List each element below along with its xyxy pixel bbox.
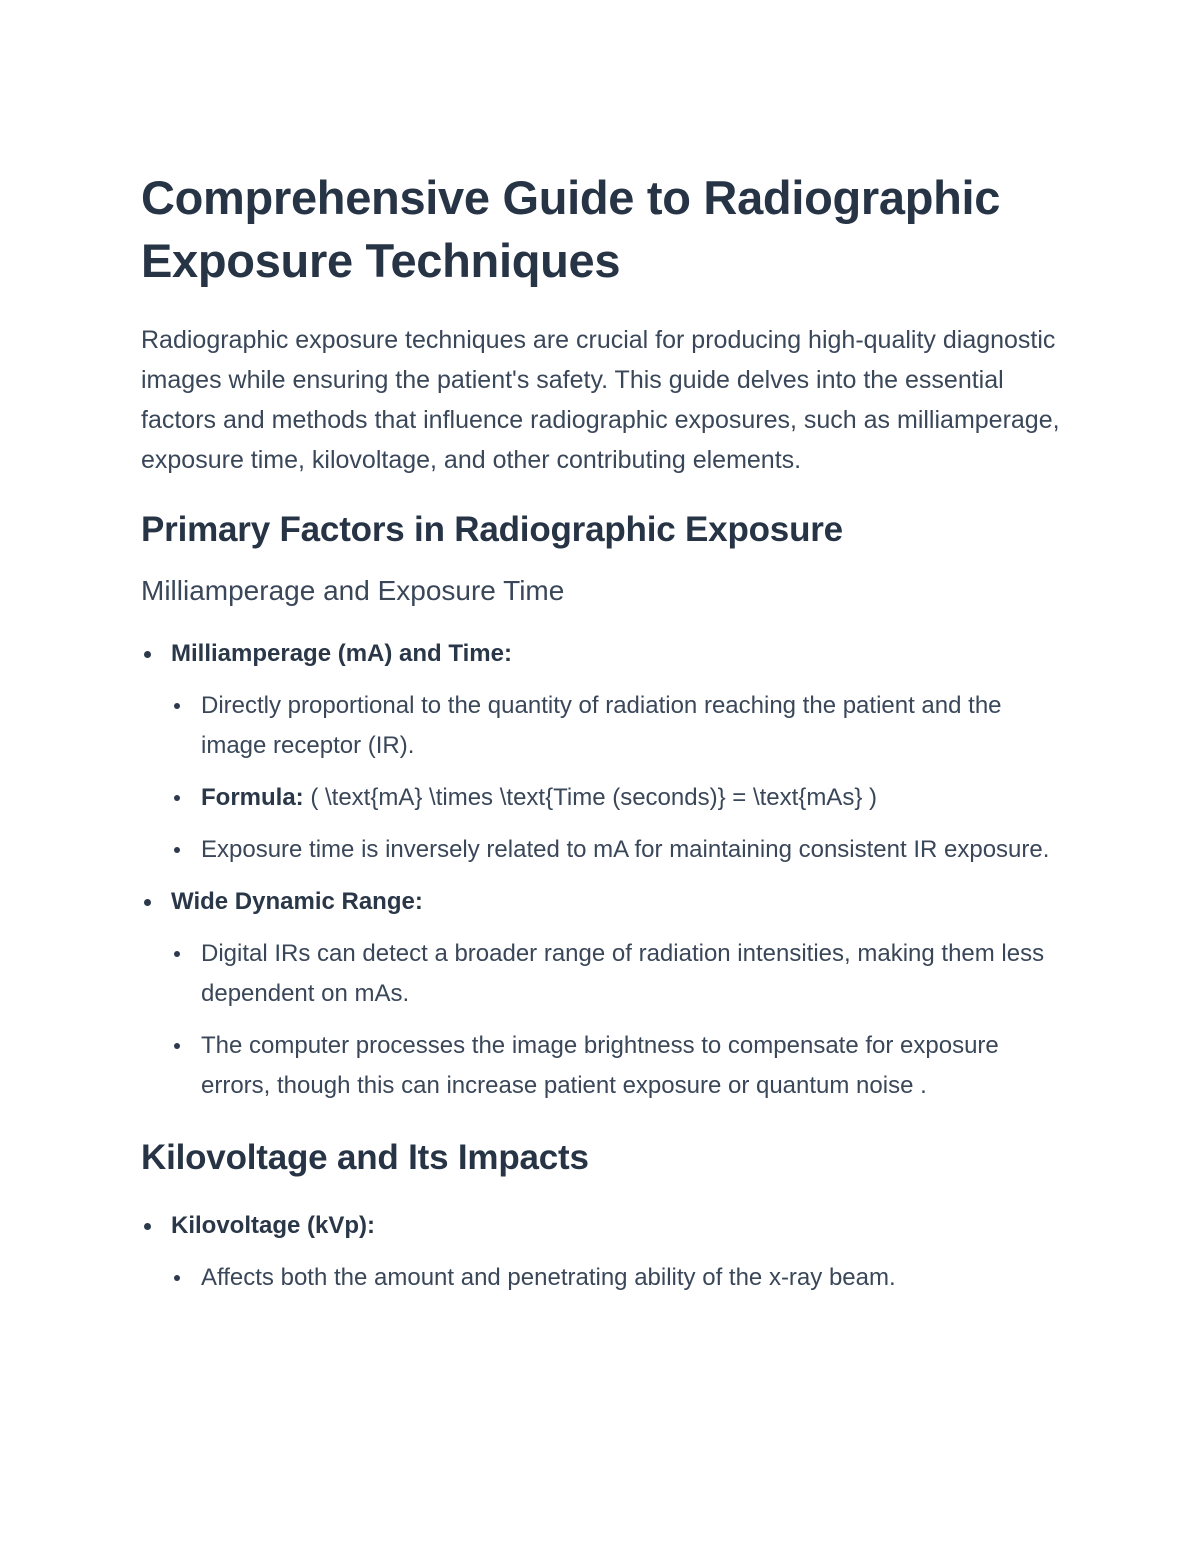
section-heading-kilovoltage: Kilovoltage and Its Impacts (141, 1138, 589, 1177)
document-page (141, 166, 1061, 1310)
sub-list-item (171, 1026, 1061, 1106)
list-item-lead: Milliamperage (mA) and Time: (171, 640, 512, 667)
sub-item-bold: Formula: (201, 784, 304, 811)
kilovoltage-list (141, 1206, 1061, 1298)
sub-list (171, 1258, 1061, 1298)
list-item-lead: Wide Dynamic Range: (171, 888, 423, 915)
sub-list-item (171, 1258, 1061, 1298)
sub-list (171, 934, 1061, 1106)
sub-list-item (171, 830, 1061, 870)
list-item-milliamperage (141, 634, 1061, 870)
sub-list (171, 686, 1061, 870)
sub-item-text: The computer processes the image brightness to compensate for exposure errors, though this can increase patient exposure or quantum noise . (201, 1032, 999, 1099)
subsection-heading-milliamperage: Milliamperage and Exposure Time (141, 575, 565, 606)
sub-item-text: ( \text{mA} \times \text{Time (seconds)} = \text{mAs} ) (303, 784, 877, 811)
list-item-lead: Kilovoltage (kVp): (171, 1212, 376, 1239)
sub-item-text: Exposure time is inversely related to mA for maintaining consistent IR exposure. (201, 836, 1050, 863)
sub-item-text: Directly proportional to the quantity of radiation reaching the patient and the image receptor (IR). (201, 692, 1002, 759)
sub-item-text: Digital IRs can detect a broader range of radiation intensities, making them less dependent on mAs. (201, 940, 1045, 1007)
sub-list-item (171, 934, 1061, 1014)
list-item-kilovoltage (141, 1206, 1061, 1298)
sub-list-item (171, 778, 1061, 818)
document-title: Comprehensive Guide to Radiographic Exposure Techniques (141, 171, 1001, 287)
list-item-wide-dynamic-range (141, 882, 1061, 1106)
primary-factors-list (141, 634, 1061, 1106)
section-heading-primary-factors: Primary Factors in Radiographic Exposure (141, 510, 843, 549)
sub-item-text: Affects both the amount and penetrating ability of the x-ray beam. (201, 1264, 896, 1291)
intro-paragraph: Radiographic exposure techniques are crucial for producing high-quality diagnostic images while ensuring the patient's safety. This guide delves into the essential factors and methods that influence radiographic exposures, such as milliamperage, exposure time, kilovoltage, and other contributing elements. (141, 326, 1060, 474)
sub-list-item (171, 686, 1061, 766)
